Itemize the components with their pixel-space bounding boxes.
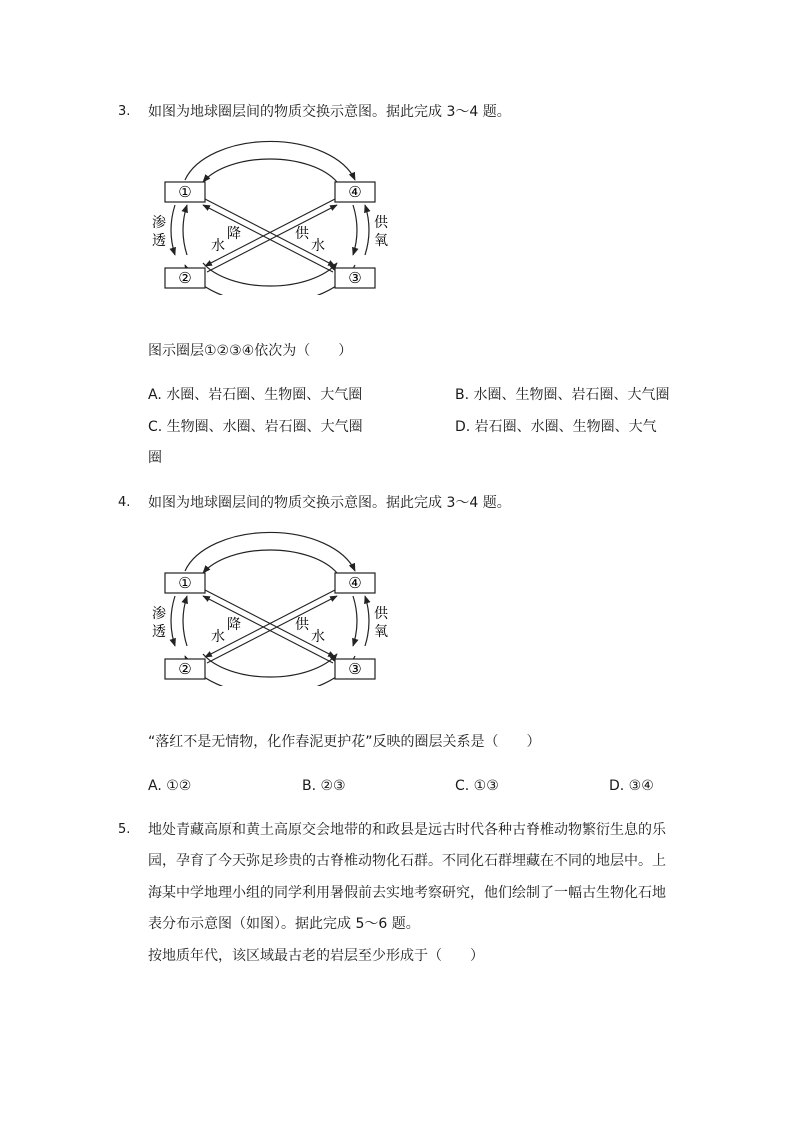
sphere-exchange-diagram: [145, 125, 395, 295]
option-a[interactable]: A. 水圈、岩石圈、生物圈、大气圈: [148, 387, 363, 403]
question-text: 图示圈层①②③④依次为（ ）: [148, 343, 353, 359]
question-stem: 如图为地球圈层间的物质交换示意图。据此完成 3～4 题。: [148, 495, 511, 511]
label-oxygen-1: 供: [374, 215, 388, 231]
box-label-4: ④: [348, 574, 362, 592]
option-d[interactable]: D. 岩石圈、水圈、生物圈、大气: [455, 419, 657, 435]
arc-top-outer: [185, 141, 355, 180]
arc-left-inner: [183, 205, 187, 255]
arc-bottom-inner: [203, 263, 337, 286]
label-oxygen-2: 氧: [374, 624, 388, 640]
label-infiltration-1: 渗: [152, 215, 166, 231]
question-text: “落红不是无情物，化作春泥更护花”反映的圈层关系是（ ）: [148, 734, 541, 750]
arc-left-outer: [171, 205, 175, 255]
arc-right-inner: [353, 596, 357, 646]
arc-right-outer: [365, 205, 369, 255]
arc-right-inner: [353, 205, 357, 255]
box-label-3: ③: [348, 269, 362, 287]
label-precip-1: 水: [211, 238, 225, 254]
sphere-exchange-diagram: [145, 516, 395, 686]
option-b[interactable]: B. 水圈、生物圈、岩石圈、大气圈: [455, 387, 670, 403]
arc-top-inner: [203, 159, 337, 182]
label-oxygen-1: 供: [374, 606, 388, 622]
box-label-3: ③: [348, 660, 362, 678]
label-precip-1: 水: [211, 629, 225, 645]
question-number: 4.: [118, 495, 131, 510]
question-stem-line: 海某中学地理小组的同学利用暑假前去实地考察研究，他们绘制了一幅古生物化石地: [148, 885, 666, 901]
arc-top-inner: [203, 550, 337, 573]
question-stem: 如图为地球圈层间的物质交换示意图。据此完成 3～4 题。: [148, 104, 511, 120]
arc-right-outer: [365, 596, 369, 646]
label-supply-2: 水: [311, 238, 325, 254]
box-label-2: ②: [178, 269, 192, 287]
question-stem-line: 表分布示意图（如图）。据此完成 5～6 题。: [148, 916, 420, 932]
label-oxygen-2: 氧: [374, 233, 388, 249]
question-number: 3.: [118, 104, 131, 119]
box-label-4: ④: [348, 183, 362, 201]
option-b[interactable]: B. ②③: [302, 778, 346, 794]
label-supply-1: 供: [295, 617, 309, 633]
label-precip-2: 降: [227, 617, 241, 633]
box-label-1: ①: [178, 574, 192, 592]
question-stem-line: 地处青藏高原和黄土高原交会地带的和政县是远古时代各种古脊椎动物繁衍生息的乐: [148, 822, 666, 838]
label-precip-2: 降: [227, 226, 241, 242]
arc-left-inner: [183, 596, 187, 646]
arc-bottom-inner: [203, 654, 337, 677]
question-text: 按地质年代，该区域最古老的岩层至少形成于（ ）: [148, 948, 484, 964]
box-label-1: ①: [178, 183, 192, 201]
option-a[interactable]: A. ①②: [148, 778, 192, 794]
label-infiltration-2: 透: [152, 233, 166, 249]
option-d-wrap: 圈: [148, 450, 162, 466]
box-label-2: ②: [178, 660, 192, 678]
arc-left-outer: [171, 596, 175, 646]
label-infiltration-1: 渗: [152, 606, 166, 622]
option-d[interactable]: D. ③④: [609, 778, 654, 794]
question-stem-line: 园，孕育了今天弥足珍贵的古脊椎动物化石群。不同化石群埋藏在不同的地层中。上: [148, 853, 666, 869]
arc-top-outer: [185, 532, 355, 571]
option-c[interactable]: C. 生物圈、水圈、岩石圈、大气圈: [148, 419, 363, 435]
option-c[interactable]: C. ①③: [455, 778, 499, 794]
label-supply-2: 水: [311, 629, 325, 645]
label-supply-1: 供: [295, 226, 309, 242]
question-number: 5.: [118, 822, 131, 837]
label-infiltration-2: 透: [152, 624, 166, 640]
